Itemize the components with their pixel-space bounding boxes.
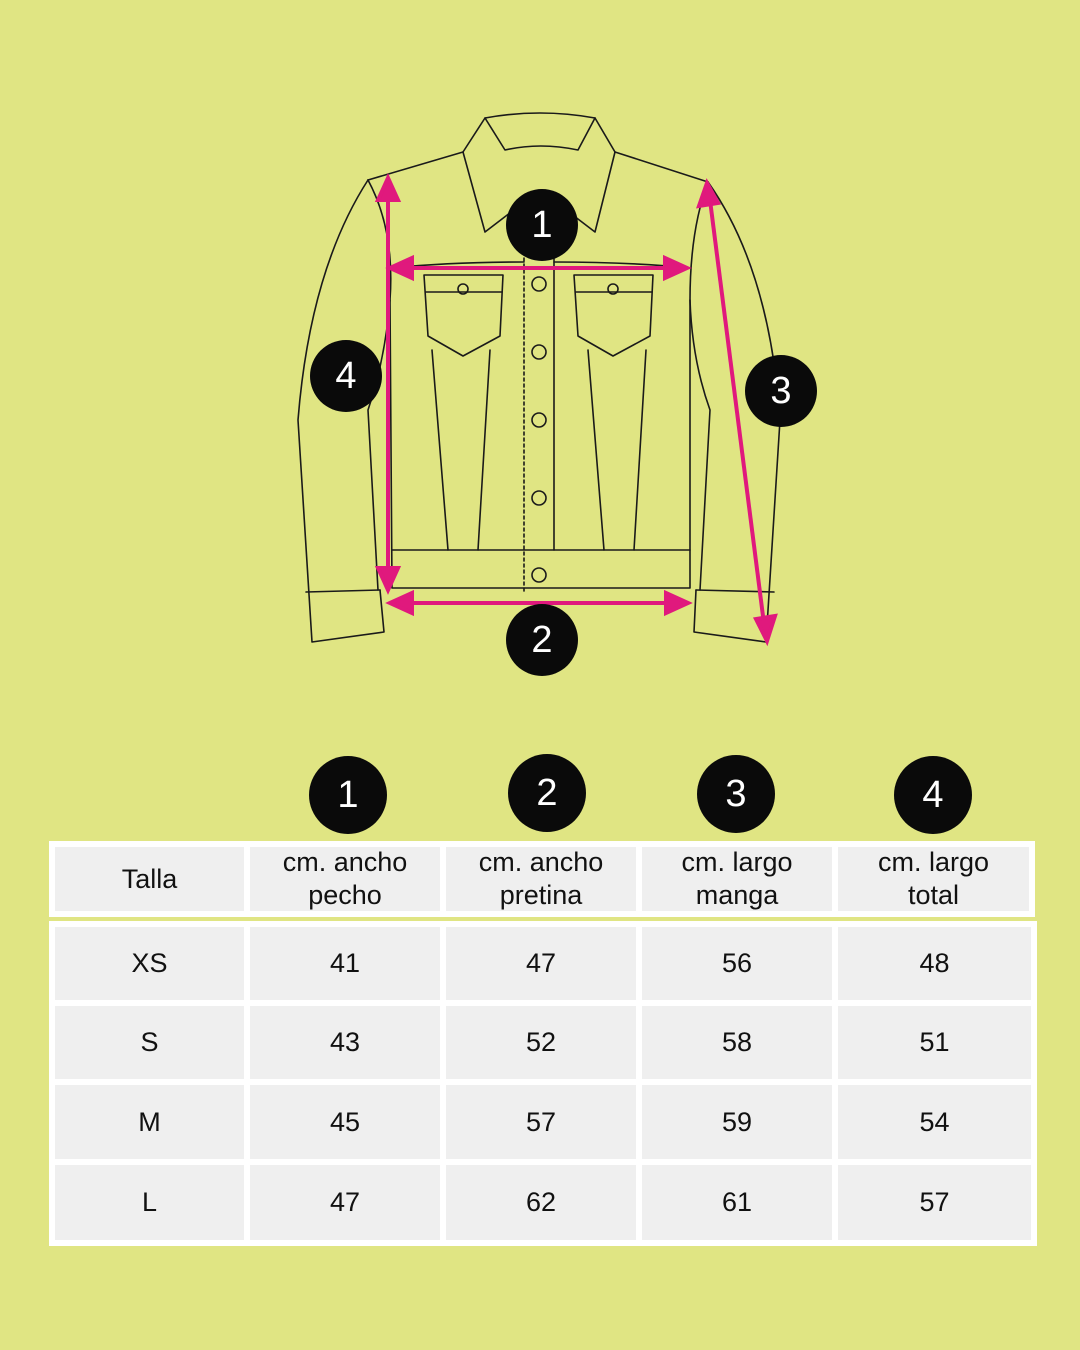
table-row-m-manga: 59 xyxy=(642,1085,832,1159)
table-row-xs-manga: 56 xyxy=(642,927,832,1000)
diagram-marker-3: 3 xyxy=(745,355,817,427)
table-row-s-total: 51 xyxy=(838,1006,1031,1079)
table-row-m-pecho: 45 xyxy=(250,1085,440,1159)
table-row-s-size: S xyxy=(55,1006,244,1079)
table-row-s-pecho: 43 xyxy=(250,1006,440,1079)
table-row-l-pretina: 62 xyxy=(446,1165,636,1240)
table-row-xs-size: XS xyxy=(55,927,244,1000)
header-largo-total-line1: cm. largo xyxy=(877,847,990,877)
table-row-l-total: 57 xyxy=(838,1165,1031,1240)
table-row-l-pecho: 47 xyxy=(250,1165,440,1240)
table-row-m-size: M xyxy=(55,1085,244,1159)
header-ancho-pretina xyxy=(446,847,636,911)
table-row-l-manga: 61 xyxy=(642,1165,832,1240)
table-row-xs-pecho: 41 xyxy=(250,927,440,1000)
header-largo-manga-line1: cm. largo xyxy=(681,847,793,877)
table-row-xs-pretina: 47 xyxy=(446,927,636,1000)
diagram-marker-4: 4 xyxy=(310,340,382,412)
table-row-m-total: 54 xyxy=(838,1085,1031,1159)
header-largo-manga-line2: manga xyxy=(695,880,779,910)
table-row-xs-total: 48 xyxy=(838,927,1031,1000)
table-row-s-manga: 58 xyxy=(642,1006,832,1079)
table-row-l-size: L xyxy=(55,1165,244,1240)
diagram-marker-1: 1 xyxy=(506,189,578,261)
diagram-marker-2: 2 xyxy=(506,604,578,676)
header-ancho-pretina-line2: pretina xyxy=(499,880,583,910)
header-largo-total xyxy=(838,847,1029,911)
column-marker-1: 1 xyxy=(309,756,387,834)
header-talla xyxy=(55,847,244,911)
header-largo-manga xyxy=(642,847,832,911)
column-marker-2: 2 xyxy=(508,754,586,832)
header-ancho-pecho xyxy=(250,847,440,911)
header-largo-total-line2: total xyxy=(907,880,960,910)
header-ancho-pecho-line2: pecho xyxy=(308,880,382,910)
column-marker-3: 3 xyxy=(697,755,775,833)
table-row-m-pretina: 57 xyxy=(446,1085,636,1159)
table-row-s-pretina: 52 xyxy=(446,1006,636,1079)
header-ancho-pecho-line1: cm. ancho xyxy=(282,847,408,877)
header-talla-label: Talla xyxy=(121,863,178,894)
header-ancho-pretina-line1: cm. ancho xyxy=(478,847,604,877)
column-marker-4: 4 xyxy=(894,756,972,834)
